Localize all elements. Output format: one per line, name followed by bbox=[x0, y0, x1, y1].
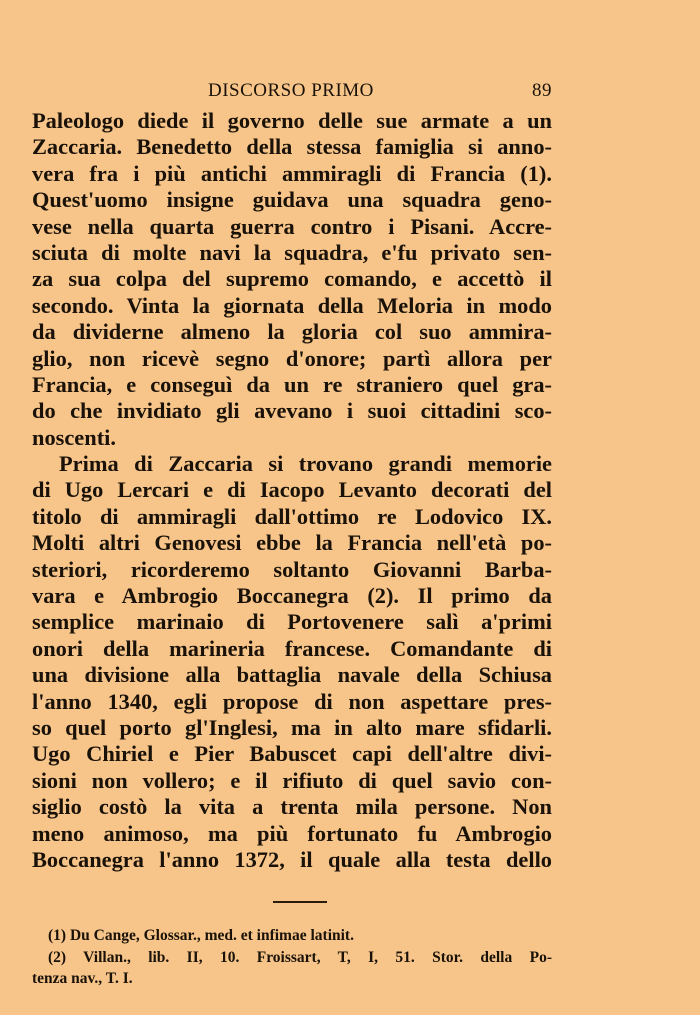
text-line: meno animoso, ma più fortunato fu Ambrogio bbox=[32, 820, 552, 846]
text-line: vara e Ambrogio Boccanegra (2). Il primo da bbox=[32, 583, 552, 609]
footnotes bbox=[32, 925, 552, 990]
text-line: vera fra i più antichi ammiragli di Francia (1). bbox=[32, 160, 552, 186]
text-line: Ugo Chiriel e Pier Babuscet capi dell'altre divi- bbox=[32, 741, 552, 767]
text-line: Boccanegra l'anno 1372, il quale alla testa dello bbox=[32, 846, 552, 872]
text-line: semplice marinaio di Portovenere salì a'primi bbox=[32, 609, 552, 635]
footnote-2-continued: tenza nav., T. I. bbox=[32, 970, 133, 987]
text-line: siglio costò la vita a trenta mila persone. Non bbox=[32, 794, 552, 820]
text-line: onori della marineria francese. Comandante di bbox=[32, 635, 552, 661]
text-line: glio, non ricevè segno d'onore; partì allora per bbox=[32, 345, 552, 371]
text-line: da dividerne almeno la gloria col suo ammira- bbox=[32, 319, 552, 345]
body-text bbox=[32, 108, 552, 873]
text-line: secondo. Vinta la giornata della Meloria in modo bbox=[32, 292, 552, 318]
text-line: Molti altri Genovesi ebbe la Francia nell'età po- bbox=[32, 530, 552, 556]
running-title: DISCORSO PRIMO bbox=[208, 80, 374, 101]
text-line: l'anno 1340, egli propose di non aspettare pres- bbox=[32, 688, 552, 714]
text-line: sioni non vollero; e il rifiuto di quel savio con- bbox=[32, 767, 552, 793]
text-line: noscenti. bbox=[32, 424, 116, 450]
paragraph-first-line: Prima di Zaccaria si trovano grandi memorie bbox=[59, 451, 552, 477]
text-line: do che invidiato gli avevano i suoi cittadini sco- bbox=[32, 398, 552, 424]
text-line: steriori, ricorderemo soltanto Giovanni Barba- bbox=[32, 556, 552, 582]
text-line: di Ugo Lercari e di Iacopo Levanto decorati del bbox=[32, 477, 552, 503]
text-line: vese nella quarta guerra contro i Pisani. Accre- bbox=[32, 213, 552, 239]
text-line: Zaccaria. Benedetto della stessa famiglia si anno- bbox=[32, 134, 552, 160]
footnote-rule bbox=[273, 901, 327, 903]
text-line: sciuta di molte navi la squadra, e'fu privato sen- bbox=[32, 239, 552, 265]
text-line: Francia, e conseguì da un re straniero quel gra- bbox=[32, 371, 552, 397]
text-line: Quest'uomo insigne guidava una squadra geno- bbox=[32, 187, 552, 213]
footnote-2: (2) Villan., lib. II, 10. Froissart, T, I, 51. Stor. della Po- bbox=[48, 948, 552, 966]
text-line: Paleologo diede il governo delle sue armate a un bbox=[32, 108, 552, 133]
page-number: 89 bbox=[532, 80, 552, 101]
text-line: titolo di ammiragli dall'ottimo re Lodovico IX. bbox=[32, 503, 552, 529]
running-header bbox=[32, 80, 552, 106]
text-line: so quel porto gl'Inglesi, ma in alto mare sfidarli. bbox=[32, 714, 552, 740]
footnote-1: (1) Du Cange, Glossar., med. et infimae latinit. bbox=[48, 927, 354, 944]
text-line: za sua colpa del supremo comando, e accettò il bbox=[32, 266, 552, 292]
text-line: una divisione alla battaglia navale della Schiusa bbox=[32, 662, 552, 688]
